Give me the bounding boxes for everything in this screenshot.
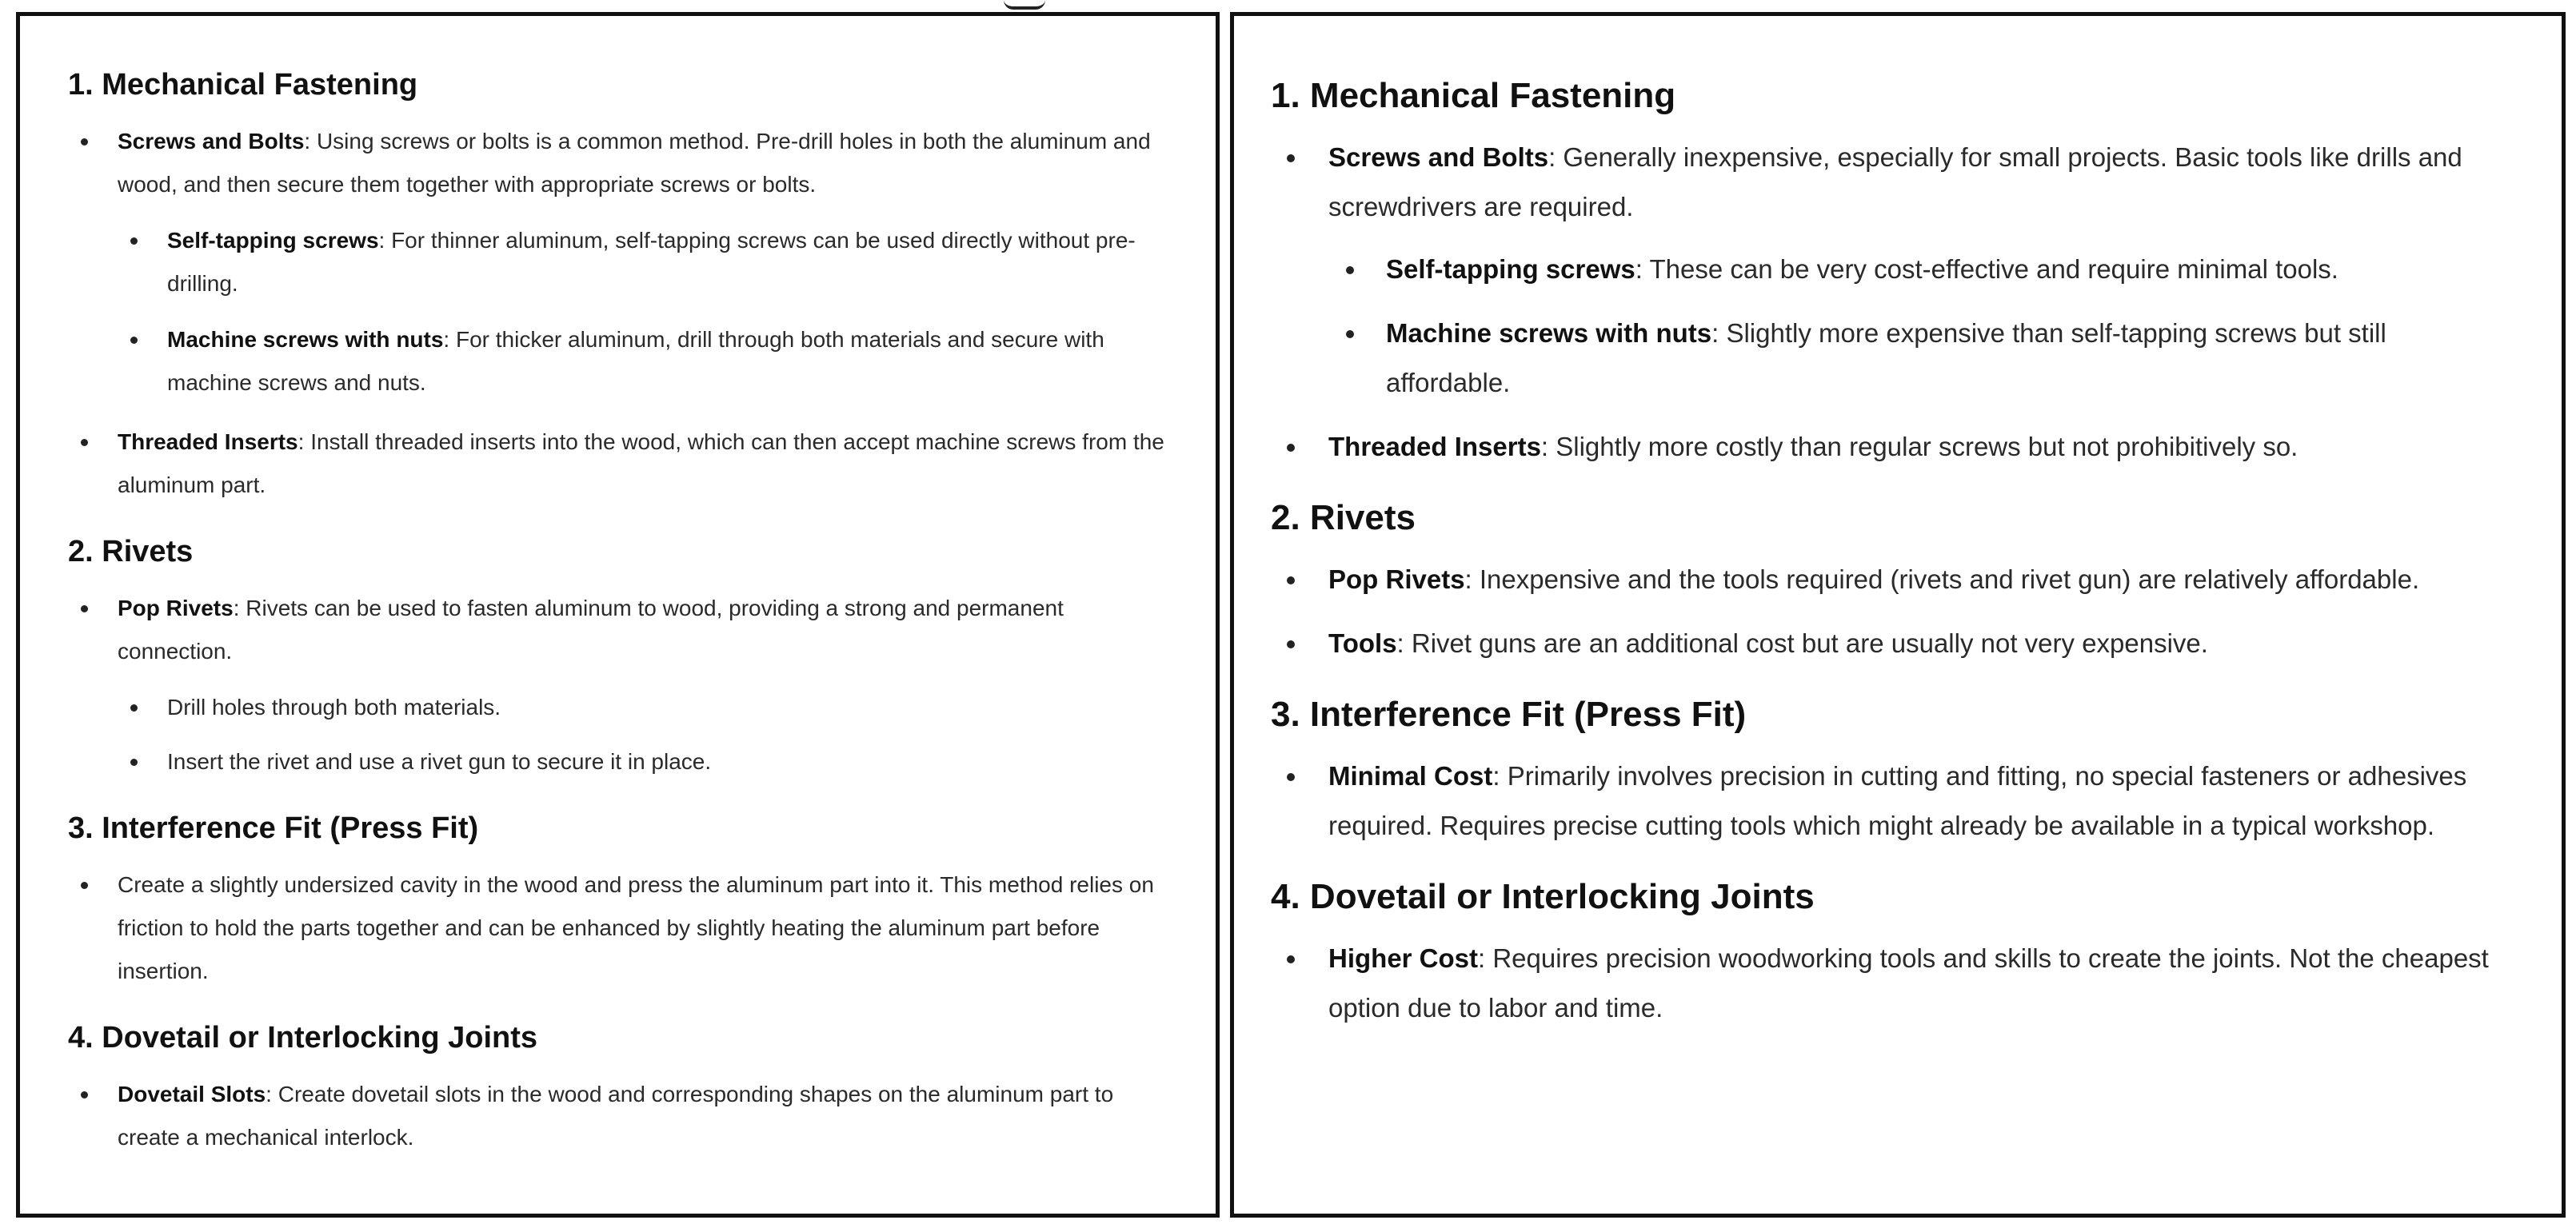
item-text: Insert the rivet and use a rivet gun to secure it in place. — [167, 749, 712, 774]
item-label: Tools — [1328, 628, 1397, 658]
item-text: : Slightly more costly than regular screws but not prohibitively so. — [1540, 432, 2298, 461]
item-text: : Slightly more expensive than self-tapping screws but still affordable. — [1386, 318, 2386, 397]
item-text: : Rivet guns are an additional cost but are usually not very expensive. — [1396, 628, 2208, 658]
list-item — [1271, 555, 2514, 604]
item-text: Drill holes through both materials. — [167, 695, 501, 720]
item-text: : Inexpensive and the tools required (rivets and rivet gun) are relatively affordable. — [1464, 564, 2420, 594]
section-heading: 1. Mechanical Fastening — [1271, 76, 1676, 115]
item-label: Higher Cost — [1328, 943, 1479, 973]
top-decoration — [1004, 0, 1045, 10]
sub-list — [118, 219, 1168, 405]
item-label: Dovetail Slots — [118, 1082, 266, 1106]
item-text: : For thicker aluminum, drill through both materials and secure with machine screws and nuts. — [167, 327, 1104, 395]
item-label: Screws and Bolts — [118, 129, 305, 154]
section-heading: 3. Interference Fit (Press Fit) — [1271, 695, 1747, 734]
section-mechanical-fastening — [68, 64, 1168, 507]
list-item — [1271, 934, 2514, 1033]
sub-list-item — [118, 740, 1168, 783]
section-interference-fit — [1271, 691, 2514, 851]
right-panel — [1230, 12, 2566, 1218]
item-label: Threaded Inserts — [1328, 432, 1541, 461]
list-item — [68, 587, 1168, 783]
list-item — [68, 1073, 1168, 1159]
section-dovetail-joints — [1271, 873, 2514, 1033]
section-dovetail-joints — [68, 1017, 1168, 1159]
bullet-list — [68, 863, 1168, 993]
item-text: Create a slightly undersized cavity in the wood and press the aluminum part into it. This method relies on friction to hold the parts together and can be enhanced by slightly heating the aluminum part before insertion. — [118, 872, 1154, 983]
section-heading: 4. Dovetail or Interlocking Joints — [1271, 877, 1815, 916]
item-label: Self-tapping screws — [167, 228, 379, 253]
item-text: : Primarily involves precision in cutting and fitting, no special fasteners or adhesives required. Requires precise cutting tools which might already be available in a typical workshop. — [1328, 761, 2467, 840]
item-text: : Using screws or bolts is a common method. Pre-drill holes in both the aluminum and wood, and then secure them together with appropriate screws or bolts. — [118, 129, 1151, 197]
item-text: : These can be very cost-effective and require minimal tools. — [1635, 254, 2338, 284]
item-text: : Requires precision woodworking tools and skills to create the joints. Not the cheapest option due to labor and time. — [1328, 943, 2489, 1023]
sub-list — [118, 686, 1168, 783]
section-heading: 2. Rivets — [68, 535, 194, 568]
list-item — [68, 421, 1168, 507]
section-heading: 1. Mechanical Fastening — [68, 68, 418, 102]
sub-list — [1328, 245, 2514, 408]
section-rivets — [1271, 494, 2514, 668]
section-mechanical-fastening — [1271, 72, 2514, 472]
list-item — [1271, 133, 2514, 408]
section-interference-fit — [68, 807, 1168, 993]
item-text: : Generally inexpensive, especially for small projects. Basic tools like drills and screwdrivers are required. — [1328, 142, 2462, 221]
item-label: Self-tapping screws — [1386, 254, 1635, 284]
section-heading: 4. Dovetail or Interlocking Joints — [68, 1021, 538, 1055]
sub-list-item — [1328, 309, 2514, 408]
list-item — [68, 863, 1168, 993]
section-heading: 2. Rivets — [1271, 498, 1416, 537]
bullet-list — [1271, 752, 2514, 851]
bullet-list — [1271, 133, 2514, 472]
list-item — [1271, 752, 2514, 851]
bullet-list — [1271, 555, 2514, 668]
sub-list-item — [118, 219, 1168, 305]
section-heading: 3. Interference Fit (Press Fit) — [68, 811, 479, 845]
bullet-list — [68, 120, 1168, 507]
item-text: : Install threaded inserts into the wood, which can then accept machine screws from the aluminum part. — [118, 429, 1164, 497]
item-label: Minimal Cost — [1328, 761, 1493, 791]
item-label: Pop Rivets — [1328, 564, 1465, 594]
list-item — [1271, 619, 2514, 668]
item-text: : Create dovetail slots in the wood and corresponding shapes on the aluminum part to create a mechanical interlock. — [118, 1082, 1114, 1150]
left-panel — [16, 12, 1220, 1218]
item-label: Machine screws with nuts — [167, 327, 444, 352]
bullet-list — [68, 1073, 1168, 1159]
list-item — [68, 120, 1168, 405]
sub-list-item — [118, 686, 1168, 729]
sub-list-item — [118, 318, 1168, 405]
item-label: Threaded Inserts — [118, 429, 298, 454]
item-label: Screws and Bolts — [1328, 142, 1549, 172]
bullet-list — [1271, 934, 2514, 1033]
section-rivets — [68, 531, 1168, 783]
bullet-list — [68, 587, 1168, 783]
list-item — [1271, 422, 2514, 472]
item-label: Machine screws with nuts — [1386, 318, 1712, 348]
item-text: : Rivets can be used to fasten aluminum to wood, providing a strong and permanent connection. — [118, 596, 1064, 664]
sub-list-item — [1328, 245, 2514, 294]
item-label: Pop Rivets — [118, 596, 234, 620]
item-text: : For thinner aluminum, self-tapping screws can be used directly without pre-drilling. — [167, 228, 1136, 296]
